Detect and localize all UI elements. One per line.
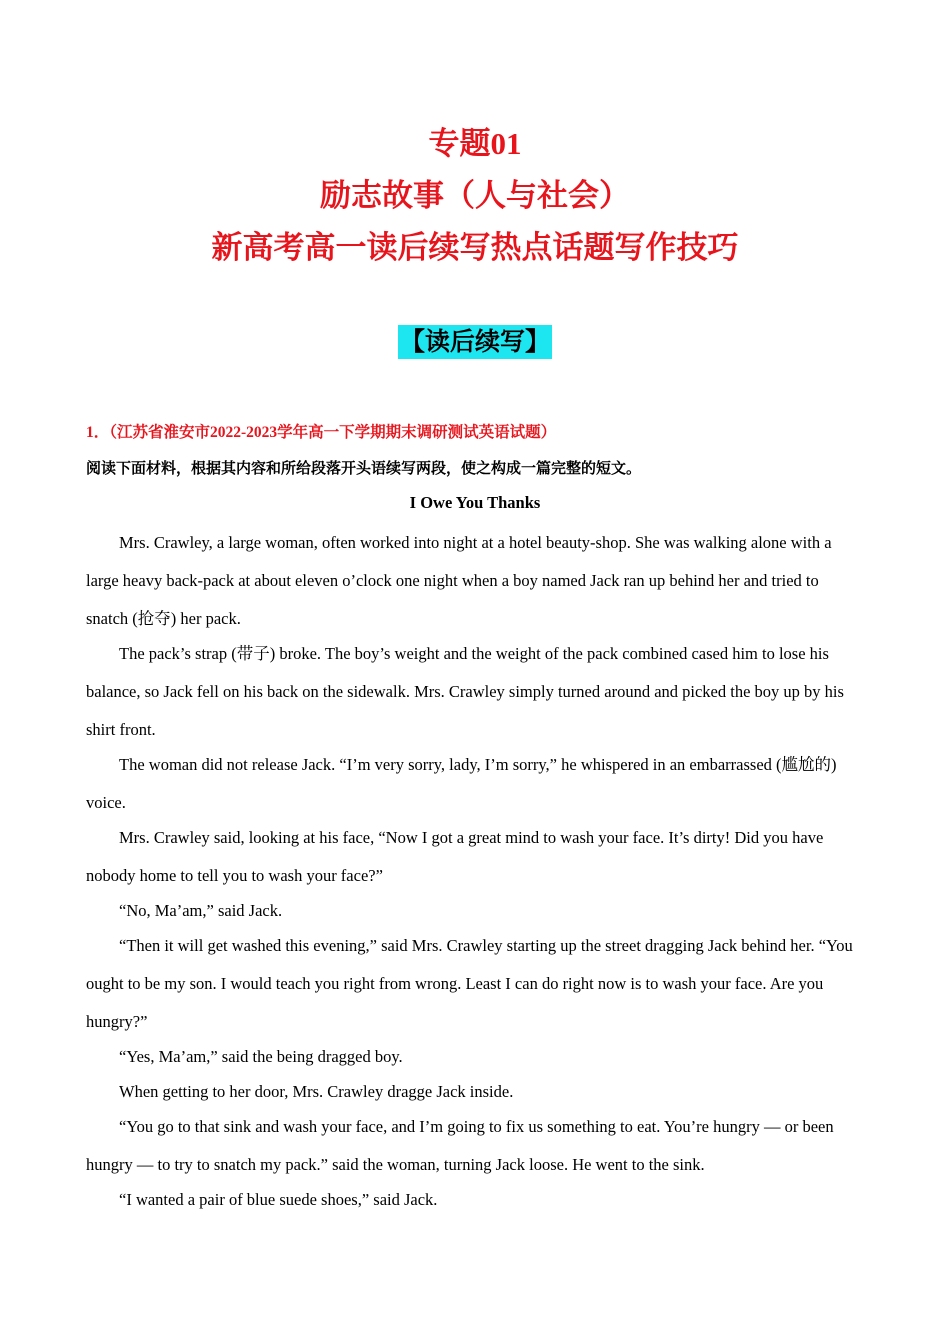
- story-paragraph: “I wanted a pair of blue suede shoes,” said Jack.: [119, 1190, 438, 1209]
- topic-number-heading: 专题01: [428, 126, 522, 161]
- story-paragraph: When getting to her door, Mrs. Crawley dragge Jack inside.: [119, 1082, 514, 1101]
- story-paragraph: “Then it will get washed this evening,” said Mrs. Crawley starting up the street dragging Jack behind her. “You ought to be my son. I would teach you right from wrong. Least I can do right now is to wash your face. Are you hungry?”: [86, 936, 853, 1031]
- section-label: 【读后续写】: [398, 325, 552, 359]
- theme-heading: 励志故事（人与社会）: [320, 178, 630, 214]
- story-body: [86, 524, 860, 1216]
- document-title: 新高考高一读后续写热点话题写作技巧: [211, 230, 739, 266]
- story-paragraph: “Yes, Ma’am,” said the being dragged boy.: [119, 1047, 403, 1066]
- question-instruction: 阅读下面材料，根据其内容和所给段落开头语续写两段，使之构成一篇完整的短文。: [86, 459, 642, 477]
- story-paragraph: “You go to that sink and wash your face, and I’m going to fix us something to eat. You’re hungry — or been hungry — to try to snatch my pack.” said the woman, turning Jack loose. He went to the sink.: [86, 1117, 834, 1174]
- story-title: I Owe You Thanks: [409, 493, 541, 512]
- title-block: [0, 118, 950, 274]
- section-label-row: [0, 325, 950, 359]
- story-paragraph: Mrs. Crawley, a large woman, often worked into night at a hotel beauty-shop. She was walking alone with a large heavy back-pack at about eleven o’clock one night when a boy named Jack ran up behind her and tried to snatch (抢夺) her pack.: [86, 533, 832, 628]
- story-paragraph: The pack’s strap (带子) broke. The boy’s weight and the weight of the pack combined cased him to lose his balance, so Jack fell on his back on the sidewalk. Mrs. Crawley simply turned around and picked the boy up by his shirt front.: [86, 644, 844, 739]
- story-paragraph: “No, Ma’am,” said Jack.: [119, 901, 283, 920]
- story-paragraph: Mrs. Crawley said, looking at his face, “Now I got a great mind to wash your face. It’s dirty! Did you have nobody home to tell you to wash your face?”: [86, 828, 824, 885]
- story-paragraph: The woman did not release Jack. “I’m very sorry, lady, I’m sorry,” he whispered in an embarrassed (尴尬的) voice.: [86, 755, 837, 812]
- question-source: 1．（江苏省淮安市2022-2023学年高一下学期期末调研测试英语试题）: [86, 424, 557, 441]
